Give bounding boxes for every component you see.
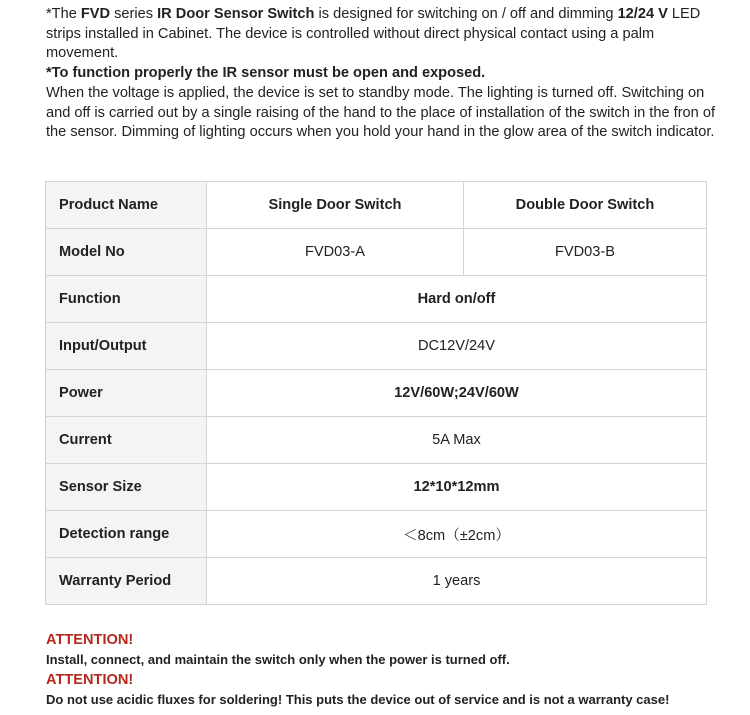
- soldering-note: Do not use acidic fluxes for soldering! This puts the device out of service and is not a warranty case!: [46, 692, 670, 707]
- attention-heading: ATTENTION!: [46, 632, 134, 648]
- product-type: IR Door Sensor Switch: [157, 6, 315, 22]
- row-label: Power: [46, 370, 207, 417]
- row-label: Sensor Size: [46, 464, 207, 511]
- table-row: [46, 558, 707, 605]
- current-value: 5A Max: [207, 417, 707, 464]
- attention-notes: [46, 630, 736, 710]
- product-description: [46, 5, 726, 143]
- attention-heading: ATTENTION!: [46, 672, 134, 688]
- row-label: Warranty Period: [46, 558, 207, 605]
- model-single: FVD03-A: [207, 229, 464, 276]
- row-label: Detection range: [46, 511, 207, 558]
- intro-text: series: [110, 6, 158, 22]
- specification-table: [45, 181, 707, 605]
- intro-paragraph-3: When the voltage is applied, the device is set to standby mode. The lighting is turned off. Switching on and off is carried out by a single raising of the hand to the place of installation of the switch in the fron of the sensor. Dimming of lighting occurs when you hold your hand in the glow area of the switch indicator.: [46, 84, 716, 141]
- single-door-header: Single Door Switch: [207, 182, 464, 229]
- table-row: [46, 229, 707, 276]
- model-double: FVD03-B: [464, 229, 707, 276]
- sensor-warning: *To function properly the IR sensor must be open and exposed.: [46, 65, 486, 82]
- intro-text: *The: [46, 6, 81, 22]
- row-label: Current: [46, 417, 207, 464]
- sensor-size-value: 12*10*12mm: [207, 464, 707, 511]
- table-row: [46, 464, 707, 511]
- detection-range-value: ＜8cm（±2cm）: [207, 511, 707, 558]
- row-label: Product Name: [46, 182, 207, 229]
- intro-paragraph-1: [46, 5, 726, 64]
- power-off-note: Install, connect, and maintain the switch only when the power is turned off.: [46, 652, 510, 667]
- warranty-value: 1 years: [207, 558, 707, 605]
- function-value: Hard on/off: [207, 276, 707, 323]
- table-row: [46, 370, 707, 417]
- intro-text: LED strips installed in Cabinet. The device is controlled without direct physical contact using a palm movement.: [46, 6, 701, 62]
- row-label: Function: [46, 276, 207, 323]
- row-label: Input/Output: [46, 323, 207, 370]
- table-row: [46, 323, 707, 370]
- intro-text: is designed for switching on / off and dimming: [314, 6, 618, 22]
- table-row: [46, 511, 707, 558]
- table-row: [46, 182, 707, 229]
- double-door-header: Double Door Switch: [464, 182, 707, 229]
- input-output-value: DC12V/24V: [207, 323, 707, 370]
- power-value: 12V/60W;24V/60W: [207, 370, 707, 417]
- row-label: Model No: [46, 229, 207, 276]
- intro-paragraph-2: [46, 64, 726, 84]
- table-row: [46, 417, 707, 464]
- series-name: FVD: [80, 6, 111, 22]
- table-row: [46, 276, 707, 323]
- voltage-spec: 12/24 V: [617, 6, 668, 22]
